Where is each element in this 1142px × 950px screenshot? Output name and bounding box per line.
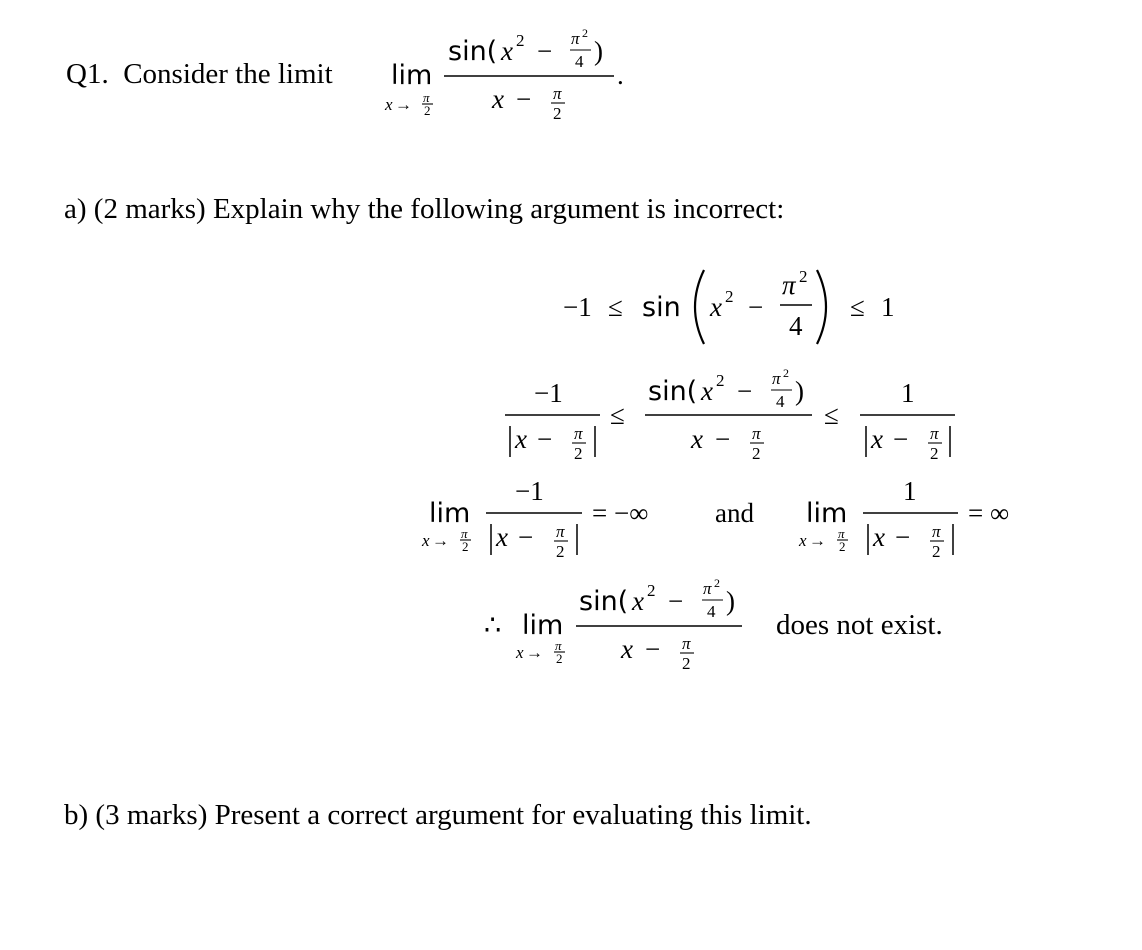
line1-four: 4 <box>789 311 803 341</box>
line3-and: and <box>715 498 754 528</box>
line3-right-lim-arrow: → <box>809 531 826 550</box>
lim-pi: π <box>423 90 430 105</box>
line1-left-big-paren <box>695 270 704 344</box>
line1-x-exponent: 2 <box>725 287 734 306</box>
argument-line-3 <box>421 476 1009 561</box>
line3-left-lim: lim <box>429 498 471 529</box>
line3-infinity: = ∞ <box>968 498 1010 528</box>
numerator-minus: − <box>537 36 553 66</box>
line4-den-minus: − <box>645 634 661 664</box>
line4-lim-two: 2 <box>556 651 563 666</box>
lim-operator: lim <box>391 60 433 91</box>
denominator-minus: − <box>516 84 532 114</box>
line3-right-den-x: x <box>873 522 885 552</box>
line1-minus: − <box>748 292 764 322</box>
part-a-label: a) <box>64 193 87 225</box>
q1-period: . <box>617 60 624 90</box>
line1-pi: π <box>782 270 796 300</box>
part-b-prompt <box>64 799 812 832</box>
line3-left-den-x: x <box>496 522 508 552</box>
line4-lim-pi: π <box>555 638 562 653</box>
line2-mid-pi: π <box>772 369 781 388</box>
line4-lim: lim <box>522 610 564 641</box>
line2-left-den-pi: π <box>574 424 583 443</box>
lim-variable: x <box>385 95 393 114</box>
line4-conclusion: does not exist. <box>776 609 943 641</box>
line1-leq-left: ≤ <box>608 292 623 322</box>
part-a-prompt <box>64 193 784 226</box>
numerator-x: x <box>501 36 513 66</box>
part-b-text: Present a correct argument for evaluating this limit. <box>214 799 812 831</box>
line1-leq-right: ≤ <box>850 292 865 322</box>
line2-mid-pi-exponent: 2 <box>783 366 789 380</box>
line4-den-two: 2 <box>682 654 691 673</box>
line3-left-den-pi: π <box>556 522 565 541</box>
line2-mid-x: x <box>701 376 713 406</box>
line1-sin: sin <box>642 292 681 323</box>
line3-right-lim-pi: π <box>838 526 845 541</box>
line2-right-den-x: x <box>871 424 883 454</box>
line2-mid-close-paren: ) <box>795 376 804 406</box>
line4-x-exponent: 2 <box>647 581 656 600</box>
question-intro: Consider the limit <box>123 58 333 90</box>
line3-left-den-minus: − <box>518 522 534 552</box>
line3-right-lim-var: x <box>799 531 807 550</box>
part-a-marks: (2 marks) <box>93 193 206 225</box>
line1-pi-exponent: 2 <box>799 267 808 286</box>
numerator-pi: π <box>571 29 580 48</box>
line2-mid-x-exponent: 2 <box>716 371 725 390</box>
line3-right-lim: lim <box>806 498 848 529</box>
line1-neg-one: −1 <box>563 292 592 322</box>
q1-limit-expression <box>384 26 624 123</box>
line2-left-den-two: 2 <box>574 444 583 463</box>
line3-left-lim-two: 2 <box>462 539 469 554</box>
line2-mid-four: 4 <box>776 392 785 411</box>
line2-right-den-two: 2 <box>930 444 939 463</box>
line4-close-paren: ) <box>726 586 735 616</box>
line3-left-numerator: −1 <box>515 476 544 506</box>
lim-arrow: → <box>395 95 412 114</box>
line4-lim-var: x <box>516 643 524 662</box>
line4-den-pi: π <box>682 634 691 653</box>
line3-left-lim-var: x <box>422 531 430 550</box>
line2-right-numerator: 1 <box>901 378 915 408</box>
numerator-close-paren: ) <box>594 36 603 66</box>
line2-mid-minus: − <box>737 376 753 406</box>
numerator-pi-exponent: 2 <box>582 26 588 40</box>
part-b-marks: (3 marks) <box>95 799 208 831</box>
line3-right-den-two: 2 <box>932 542 941 561</box>
line2-mid-den-pi: π <box>752 424 761 443</box>
numerator-four: 4 <box>575 52 584 71</box>
line4-minus: − <box>668 586 684 616</box>
line4-pi: π <box>703 579 712 598</box>
line2-left-den-minus: − <box>537 424 553 454</box>
line1-right-big-paren <box>817 270 826 344</box>
line3-right-numerator: 1 <box>903 476 917 506</box>
line2-leq-right: ≤ <box>824 400 839 430</box>
line4-pi-exponent: 2 <box>714 576 720 590</box>
line4-sin: sin( <box>579 586 629 617</box>
lim-two: 2 <box>424 103 431 118</box>
line3-right-den-minus: − <box>895 522 911 552</box>
therefore-symbol: ∴ <box>484 610 502 640</box>
question-number: Q1. <box>66 58 109 90</box>
line3-right-den-pi: π <box>932 522 941 541</box>
line2-leq-left: ≤ <box>610 400 625 430</box>
line3-right-lim-two: 2 <box>839 539 846 554</box>
question-1-heading <box>66 58 333 91</box>
argument-line-1 <box>563 267 895 344</box>
line1-x: x <box>710 292 722 322</box>
line2-mid-den-two: 2 <box>752 444 761 463</box>
line1-one: 1 <box>881 292 895 322</box>
line4-den-x: x <box>621 634 633 664</box>
line3-left-lim-arrow: → <box>432 531 449 550</box>
line2-mid-sin: sin( <box>648 376 698 407</box>
denominator-pi: π <box>553 84 562 103</box>
line4-four: 4 <box>707 602 716 621</box>
line3-left-lim-pi: π <box>461 526 468 541</box>
line2-mid-den-minus: − <box>715 424 731 454</box>
denominator-two: 2 <box>553 104 562 123</box>
line3-left-den-two: 2 <box>556 542 565 561</box>
numerator-sin: sin( <box>448 36 498 67</box>
numerator-exponent: 2 <box>516 31 525 50</box>
line3-neg-infinity: = −∞ <box>592 498 649 528</box>
argument-line-2 <box>505 366 955 463</box>
line2-left-den-x: x <box>515 424 527 454</box>
line2-left-numerator: −1 <box>534 378 563 408</box>
part-b-label: b) <box>64 799 89 831</box>
line4-x: x <box>632 586 644 616</box>
part-a-text: Explain why the following argument is incorrect: <box>212 193 785 225</box>
denominator-x: x <box>492 84 504 114</box>
line4-lim-arrow: → <box>526 643 543 662</box>
argument-line-4 <box>484 576 943 673</box>
line2-right-den-pi: π <box>930 424 939 443</box>
line2-mid-den-x: x <box>691 424 703 454</box>
line2-right-den-minus: − <box>893 424 909 454</box>
